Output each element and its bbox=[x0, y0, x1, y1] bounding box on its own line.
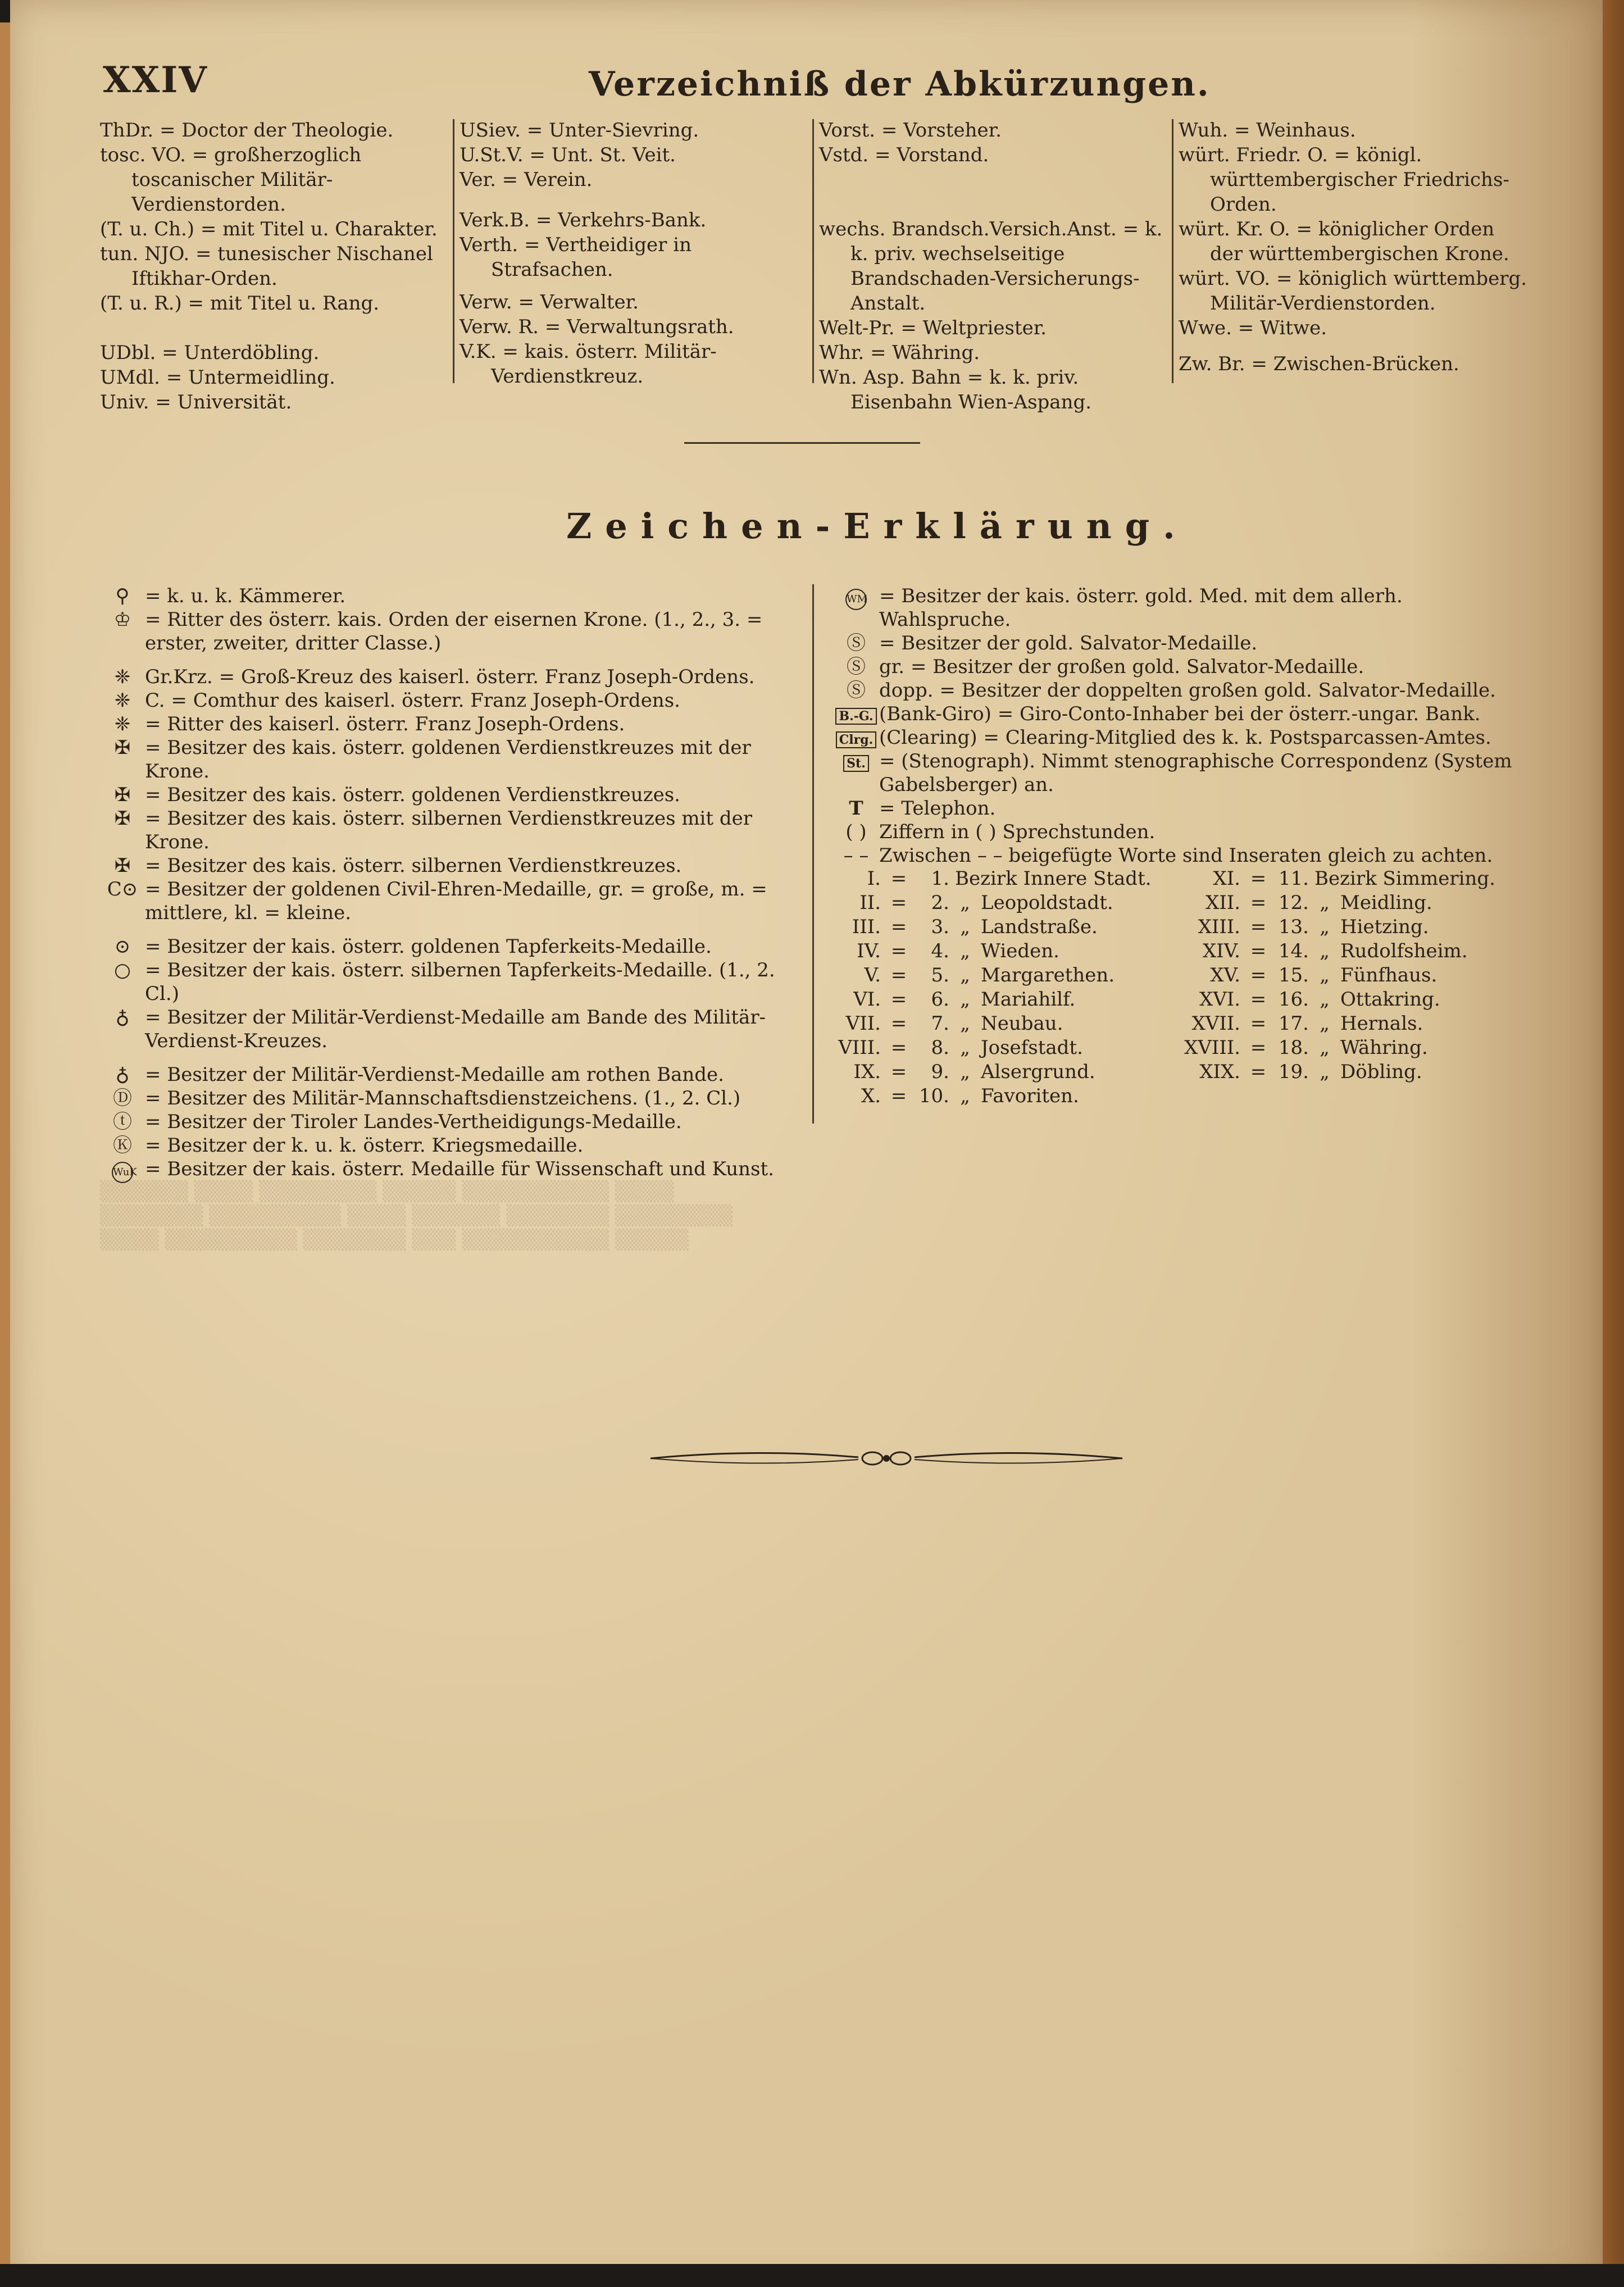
war-medal-icon: Ⓚ bbox=[113, 1134, 132, 1157]
district-roman: VI. bbox=[853, 988, 881, 1011]
abbrev-entry: würt. VO. = königlich württemberg. Militär-Verdienstorden. bbox=[1179, 267, 1527, 315]
abbrev-entry: U.St.V. = Unt. St. Veit. bbox=[460, 144, 676, 166]
ditto-mark: „ bbox=[960, 1061, 970, 1083]
abbrev-entry: UMdl. = Untermeidling. bbox=[100, 366, 335, 389]
sign-row bbox=[100, 712, 797, 736]
district-row bbox=[819, 1084, 1149, 1108]
district-row bbox=[819, 939, 1149, 963]
district-name: Neubau. bbox=[981, 1012, 1063, 1035]
equals-sign: = bbox=[1250, 964, 1267, 986]
district-name: Margarethen. bbox=[981, 964, 1115, 986]
abbrev-entry: würt. Friedr. O. = königl. württembergischer Friedrichs-Orden. bbox=[1179, 144, 1509, 216]
district-number: 14. bbox=[1278, 940, 1309, 962]
sign-row bbox=[100, 1063, 797, 1086]
sign-description: = Besitzer der kais. österr. goldenen Tapferkeits-Medaille. bbox=[145, 935, 712, 958]
abbrev-entry: Univ. = Universität. bbox=[100, 391, 292, 413]
sign-description: = (Stenograph). Nimmt stenographische Correspondenz (System Gabelsberger) an. bbox=[879, 750, 1512, 796]
column-divider bbox=[453, 119, 454, 383]
column-divider bbox=[812, 119, 814, 383]
abbrev-entry: (T. u. Ch.) = mit Titel u. Charakter. bbox=[100, 218, 438, 240]
abbrev-entry: Verth. = Vertheidiger in Strafsachen. bbox=[460, 234, 692, 281]
abbrev-column-3 bbox=[819, 118, 1167, 415]
equals-sign: = bbox=[890, 892, 907, 914]
stenograph-box-icon: St. bbox=[843, 755, 869, 772]
motto-medal-icon: WM bbox=[845, 589, 867, 610]
sign-row bbox=[100, 665, 797, 689]
district-roman: V. bbox=[864, 964, 881, 986]
abbrev-entry: tun. NJO. = tunesischer Nischanel Iftikhar-Orden. bbox=[100, 243, 433, 290]
abbrev-spacer bbox=[819, 167, 1167, 217]
salvator-medal-large-icon: Ⓢ bbox=[847, 656, 866, 678]
district-row bbox=[819, 867, 1152, 891]
sign-description: = Besitzer der kais. österr. silbernen Tapferkeits-Medaille. (1., 2. Cl.) bbox=[145, 959, 775, 1005]
district-number: 15. bbox=[1278, 964, 1309, 986]
equals-sign: = bbox=[890, 940, 907, 962]
district-row bbox=[1179, 867, 1509, 891]
sign-row bbox=[100, 608, 797, 655]
sign-description: = Besitzer des Militär-Mannschaftsdienstzeichens. (1., 2. Cl.) bbox=[145, 1087, 741, 1110]
abbrev-entry: Wwe. = Witwe. bbox=[1179, 317, 1327, 339]
equals-sign: = bbox=[1250, 867, 1267, 890]
sign-row bbox=[833, 797, 1530, 820]
sign-description: = Ritter des österr. kais. Orden der eisernen Krone. (1., 2., 3. = erster, zweiter, dritter Classe.) bbox=[145, 608, 763, 654]
sign-description: = k. u. k. Kämmerer. bbox=[145, 585, 346, 607]
ditto-mark: „ bbox=[960, 964, 970, 986]
telephone-icon: T bbox=[849, 797, 863, 820]
sign-description: = Telephon. bbox=[879, 797, 996, 820]
district-number: 3. bbox=[931, 916, 949, 938]
sign-gap bbox=[100, 1053, 797, 1063]
ditto-mark: „ bbox=[1320, 964, 1330, 986]
district-number: 13. bbox=[1278, 916, 1309, 938]
ditto-mark: „ bbox=[960, 1085, 970, 1107]
district-name: Landstraße. bbox=[981, 916, 1098, 938]
district-row bbox=[1179, 963, 1509, 988]
ditto-mark: „ bbox=[1320, 892, 1330, 914]
sign-row bbox=[833, 631, 1530, 655]
sign-description: = Besitzer der Militär-Verdienst-Medaille am rothen Bande. bbox=[145, 1063, 724, 1086]
district-roman: IV. bbox=[857, 940, 881, 962]
ditto-mark: „ bbox=[1320, 1012, 1330, 1035]
district-roman: XIV. bbox=[1202, 940, 1240, 962]
district-row bbox=[819, 1012, 1149, 1036]
sign-row bbox=[100, 783, 797, 807]
district-row bbox=[819, 963, 1149, 988]
signs-section-title: Zeichen-Erklärung. bbox=[566, 506, 1189, 547]
abbrev-spacer bbox=[1179, 340, 1532, 352]
sign-row bbox=[100, 877, 797, 925]
district-name: Favoriten. bbox=[981, 1085, 1079, 1107]
district-row bbox=[1179, 1012, 1509, 1036]
sign-row bbox=[100, 584, 797, 608]
abbrev-entry: Vorst. = Vorsteher. bbox=[819, 119, 1002, 142]
sign-description: = Besitzer der kais. österr. Medaille für Wissenschaft und Kunst. bbox=[145, 1158, 774, 1180]
civil-honour-medal-icon: C⊙ bbox=[107, 878, 138, 901]
district-name: Fünfhaus. bbox=[1340, 964, 1438, 986]
district-name: Josefstadt. bbox=[981, 1036, 1083, 1059]
ditto-mark: „ bbox=[960, 892, 970, 914]
equals-sign: = bbox=[1250, 1036, 1267, 1059]
gold-bravery-medal-icon: ⊙ bbox=[114, 935, 131, 958]
abbrev-entry: (T. u. R.) = mit Titel u. Rang. bbox=[100, 292, 380, 315]
abbrev-entry: Verk.B. = Verkehrs-Bank. bbox=[460, 209, 707, 231]
district-roman: XVI. bbox=[1199, 988, 1240, 1011]
page-number: XXIV bbox=[103, 59, 208, 101]
district-number: 9. bbox=[931, 1061, 949, 1083]
district-row bbox=[1179, 939, 1509, 963]
equals-sign: = bbox=[1250, 940, 1267, 962]
sign-description: = Besitzer des kais. österr. goldenen Verdienstkreuzes mit der Krone. bbox=[145, 736, 751, 783]
sign-row bbox=[833, 844, 1530, 867]
abbrev-entry: tosc. VO. = großherzoglich toscanischer Militär-Verdienstorden. bbox=[100, 144, 362, 216]
gold-merit-cross-icon: ✠ bbox=[114, 784, 131, 806]
sign-description: = Besitzer des kais. österr. silbernen Verdienstkreuzes mit der Krone. bbox=[145, 807, 753, 853]
sign-row bbox=[833, 726, 1530, 749]
district-roman: XIII. bbox=[1198, 916, 1240, 938]
district-name: Bezirk Simmering. bbox=[1314, 867, 1495, 890]
sign-row bbox=[100, 1086, 797, 1110]
ditto-mark: „ bbox=[960, 1036, 970, 1059]
sign-row bbox=[833, 749, 1530, 797]
district-roman: IX. bbox=[853, 1061, 881, 1083]
sign-description: Gr.Krz. = Groß-Kreuz des kaiserl. österr. Franz Joseph-Ordens. bbox=[145, 666, 755, 688]
science-art-medal-icon: WuK bbox=[112, 1162, 133, 1183]
abbrev-entry: UDbl. = Unterdöbling. bbox=[100, 342, 320, 364]
sign-row bbox=[100, 935, 797, 958]
district-roman: II. bbox=[859, 892, 881, 914]
sign-description: = Besitzer der gold. Salvator-Medaille. bbox=[879, 632, 1258, 654]
sign-description: = Ritter des kaiserl. österr. Franz Joseph-Ordens. bbox=[145, 713, 625, 735]
sign-description: C. = Comthur des kaiserl. österr. Franz Joseph-Ordens. bbox=[145, 689, 680, 712]
district-number: 6. bbox=[931, 988, 949, 1011]
district-name: Alsergrund. bbox=[981, 1061, 1095, 1083]
sign-description: = Besitzer des kais. österr. goldenen Verdienstkreuzes. bbox=[145, 784, 680, 806]
abbrev-entry: Welt-Pr. = Weltpriester. bbox=[819, 317, 1047, 339]
abbrev-entry: Verw. = Verwalter. bbox=[460, 291, 639, 313]
sign-description: = Besitzer der kais. österr. gold. Med. mit dem allerh. Wahlspruche. bbox=[879, 585, 1403, 631]
district-roman: XVIII. bbox=[1184, 1036, 1240, 1059]
sign-row bbox=[833, 655, 1530, 679]
equals-sign: = bbox=[890, 867, 907, 890]
district-row bbox=[819, 1036, 1149, 1060]
district-column-left bbox=[819, 867, 1152, 1108]
ditto-mark: „ bbox=[1320, 1036, 1330, 1059]
gold-merit-cross-crown-icon: ✠ bbox=[114, 736, 131, 759]
abbrev-spacer bbox=[460, 192, 808, 208]
district-row bbox=[1179, 1060, 1509, 1084]
district-row bbox=[1179, 891, 1509, 915]
district-roman: XIX. bbox=[1199, 1061, 1240, 1083]
abbrev-entry: USiev. = Unter-Sievring. bbox=[460, 119, 699, 142]
sign-description: (Clearing) = Clearing-Mitglied des k. k. Postsparcassen-Amtes. bbox=[879, 726, 1491, 749]
abbrev-spacer bbox=[460, 282, 808, 290]
sign-description: = Besitzer der Tiroler Landes-Vertheidigungs-Medaille. bbox=[145, 1111, 682, 1133]
district-row bbox=[819, 891, 1149, 915]
document-page bbox=[10, 0, 1603, 2287]
district-name: Mariahilf. bbox=[981, 988, 1076, 1011]
district-number: 16. bbox=[1278, 988, 1309, 1011]
district-roman: III. bbox=[852, 916, 881, 938]
district-roman: I. bbox=[867, 867, 881, 890]
franz-joseph-knight-icon: ❈ bbox=[114, 713, 131, 735]
district-roman: XI. bbox=[1213, 867, 1240, 890]
sign-gap bbox=[100, 925, 797, 935]
district-name: Währing. bbox=[1340, 1036, 1428, 1059]
district-row bbox=[819, 915, 1149, 939]
military-merit-medal-icon: ♁ bbox=[115, 1006, 130, 1029]
ditto-mark: „ bbox=[1320, 988, 1330, 1011]
abbrev-entry: Vstd. = Vorstand. bbox=[819, 144, 989, 166]
equals-sign: = bbox=[1250, 916, 1267, 938]
sign-description: = Besitzer der Militär-Verdienst-Medaille am Bande des Militär-Verdienst-Kreuzes. bbox=[145, 1006, 766, 1052]
franz-joseph-grand-cross-icon: ❈ bbox=[114, 666, 131, 688]
abbrev-entry: Wn. Asp. Bahn = k. k. priv. Eisenbahn Wien-Aspang. bbox=[819, 366, 1092, 413]
district-row bbox=[1179, 915, 1509, 939]
silver-merit-cross-icon: ✠ bbox=[114, 854, 131, 877]
district-roman: VII. bbox=[845, 1012, 881, 1035]
sign-description: gr. = Besitzer der großen gold. Salvator-Medaille. bbox=[879, 656, 1364, 678]
column-divider bbox=[812, 584, 814, 1124]
abbrev-entry: V.K. = kais. österr. Militär-Verdienstkreuz. bbox=[460, 340, 717, 388]
district-name: Rudolfsheim. bbox=[1340, 940, 1468, 962]
sign-description: = Besitzer der k. u. k. österr. Kriegsmedaille. bbox=[145, 1134, 584, 1157]
abbrev-entry: wechs. Brandsch.Versich.Anst. = k. k. priv. wechselseitige Brandschaden-Versicherungs-Anstalt. bbox=[819, 218, 1163, 315]
franz-joseph-commander-icon: ❈ bbox=[114, 689, 131, 712]
sign-row bbox=[100, 736, 797, 783]
sign-gap bbox=[100, 655, 797, 665]
district-name: Meidling. bbox=[1340, 892, 1432, 914]
column-divider bbox=[1172, 119, 1173, 383]
clearing-box-icon: Clrg. bbox=[836, 731, 877, 748]
ditto-mark: „ bbox=[960, 988, 970, 1011]
district-number: 10. bbox=[918, 1085, 949, 1107]
district-name: Wieden. bbox=[981, 940, 1059, 962]
equals-sign: = bbox=[890, 1012, 907, 1035]
service-badge-icon: Ⓓ bbox=[113, 1087, 132, 1110]
equals-sign: = bbox=[1250, 892, 1267, 914]
tyrol-defence-medal-icon: ⓣ bbox=[113, 1111, 132, 1133]
sign-row bbox=[833, 584, 1530, 631]
district-number: 5. bbox=[931, 964, 949, 986]
equals-sign: = bbox=[890, 1036, 907, 1059]
equals-sign: = bbox=[890, 1085, 907, 1107]
ditto-mark: „ bbox=[1320, 1061, 1330, 1083]
abbrev-entry: Zw. Br. = Zwischen-Brücken. bbox=[1179, 353, 1459, 375]
sign-description: = Besitzer der goldenen Civil-Ehren-Medaille, gr. = große, m. = mittlere, kl. = kleine. bbox=[145, 878, 767, 924]
district-name: Hietzing. bbox=[1340, 916, 1429, 938]
section-separator-rule bbox=[684, 442, 920, 444]
equals-sign: = bbox=[890, 916, 907, 938]
ditto-mark: „ bbox=[960, 940, 970, 962]
sign-row bbox=[100, 958, 797, 1006]
equals-sign: = bbox=[1250, 1012, 1267, 1035]
district-number: 11. bbox=[1278, 867, 1309, 890]
sign-row bbox=[100, 1110, 797, 1134]
district-name: Bezirk Innere Stadt. bbox=[955, 867, 1152, 890]
silver-merit-cross-crown-icon: ✠ bbox=[114, 807, 131, 830]
sign-row bbox=[100, 689, 797, 712]
abbrev-entry: Whr. = Währing. bbox=[819, 342, 980, 364]
abbrev-spacer bbox=[100, 316, 448, 340]
signs-left-column bbox=[100, 584, 797, 1183]
district-roman: VIII. bbox=[838, 1036, 881, 1059]
district-roman: X. bbox=[861, 1085, 881, 1107]
sign-row bbox=[833, 679, 1530, 702]
district-roman: XII. bbox=[1206, 892, 1240, 914]
abbrev-entry: Wuh. = Weinhaus. bbox=[1179, 119, 1356, 142]
equals-sign: = bbox=[1250, 988, 1267, 1011]
district-number: 18. bbox=[1278, 1036, 1309, 1059]
district-number: 12. bbox=[1278, 892, 1309, 914]
district-row bbox=[1179, 988, 1509, 1012]
district-column-right bbox=[1179, 867, 1509, 1084]
ditto-mark: „ bbox=[1320, 940, 1330, 962]
abbrev-column-2 bbox=[460, 118, 808, 389]
sign-row bbox=[100, 1006, 797, 1053]
dash-symbol: – – bbox=[843, 844, 869, 867]
sign-description: Ziffern in ( ) Sprechstunden. bbox=[879, 821, 1156, 843]
scan-bottom-border bbox=[0, 2264, 1624, 2287]
district-number: 4. bbox=[931, 940, 949, 962]
salvator-medal-icon: Ⓢ bbox=[847, 632, 866, 654]
sign-row bbox=[100, 807, 797, 854]
sign-description: = Besitzer des kais. österr. silbernen Verdienstkreuzes. bbox=[145, 854, 682, 877]
sign-row bbox=[100, 1134, 797, 1157]
page-title: Verzeichniß der Abkürzungen. bbox=[589, 65, 1211, 104]
abbrev-entry: würt. Kr. O. = königlicher Orden der württembergischen Krone. bbox=[1179, 218, 1509, 265]
abbrev-entry: Ver. = Verein. bbox=[460, 169, 593, 191]
district-number: 17. bbox=[1278, 1012, 1309, 1035]
district-number: 7. bbox=[931, 1012, 949, 1035]
abbrev-entry: ThDr. = Doctor der Theologie. bbox=[100, 119, 394, 142]
ditto-mark: „ bbox=[1320, 916, 1330, 938]
equals-sign: = bbox=[890, 988, 907, 1011]
abbrev-entry: Verw. R. = Verwaltungsrath. bbox=[460, 316, 734, 338]
district-number: 1. bbox=[931, 867, 949, 890]
district-number: 8. bbox=[931, 1036, 949, 1059]
sign-description: dopp. = Besitzer der doppelten großen gold. Salvator-Medaille. bbox=[879, 679, 1496, 702]
district-number: 19. bbox=[1278, 1061, 1309, 1083]
abbrev-column-4 bbox=[1179, 118, 1532, 376]
salvator-medal-double-icon: Ⓢ bbox=[847, 679, 866, 702]
abbrev-column-1 bbox=[100, 118, 448, 415]
district-number: 2. bbox=[931, 892, 949, 914]
signs-right-column bbox=[833, 584, 1530, 867]
equals-sign: = bbox=[890, 1061, 907, 1083]
district-name: Döbling. bbox=[1340, 1061, 1422, 1083]
district-name: Ottakring. bbox=[1340, 988, 1440, 1011]
ditto-mark: „ bbox=[960, 1012, 970, 1035]
district-name: Leopoldstadt. bbox=[981, 892, 1113, 914]
sign-row bbox=[100, 854, 797, 877]
chamberlain-key-icon: ⚲ bbox=[115, 585, 130, 607]
district-row bbox=[1179, 1036, 1509, 1060]
equals-sign: = bbox=[1250, 1061, 1267, 1083]
ditto-mark: „ bbox=[960, 916, 970, 938]
district-row bbox=[819, 988, 1149, 1012]
iron-crown-icon: ♔ bbox=[113, 608, 131, 631]
sign-row bbox=[100, 1157, 797, 1183]
sign-description: Zwischen – – beigefügte Worte sind Inseraten gleich zu achten. bbox=[879, 844, 1493, 867]
district-row bbox=[819, 1060, 1149, 1084]
sign-row bbox=[833, 820, 1530, 844]
sign-description: (Bank-Giro) = Giro-Conto-Inhaber bei der österr.-ungar. Bank. bbox=[879, 703, 1481, 725]
district-name: Hernals. bbox=[1340, 1012, 1423, 1035]
district-roman: XVII. bbox=[1191, 1012, 1240, 1035]
parentheses-symbol: ( ) bbox=[845, 821, 867, 843]
bleed-through-texture: ▒▒▒▒▒▒ ▒▒▒▒ ▒▒▒▒▒▒▒▒ ▒▒▒▒▒ ▒▒▒▒▒▒▒▒▒▒ ▒▒▒▒ ▒▒▒▒▒▒▒ ▒▒▒▒▒▒▒▒▒ ▒▒▒▒ ▒▒▒▒▒▒ ▒▒▒▒▒▒▒ ▒▒▒▒▒▒▒▒ ▒▒▒▒ ▒▒▒▒▒▒▒▒▒ ▒▒▒▒▒▒▒ ▒▒▒ ▒▒▒▒▒▒▒▒▒▒ ▒▒▒▒▒ bbox=[100, 1180, 733, 1251]
bank-giro-box-icon: B.-G. bbox=[835, 708, 876, 725]
military-merit-medal-red-ribbon-icon: ♁ bbox=[115, 1063, 130, 1086]
district-roman: XV. bbox=[1210, 964, 1240, 986]
decorative-ornament-icon bbox=[645, 1445, 1128, 1472]
silver-bravery-medal-icon: ○ bbox=[114, 959, 131, 981]
sign-row bbox=[833, 702, 1530, 726]
equals-sign: = bbox=[890, 964, 907, 986]
